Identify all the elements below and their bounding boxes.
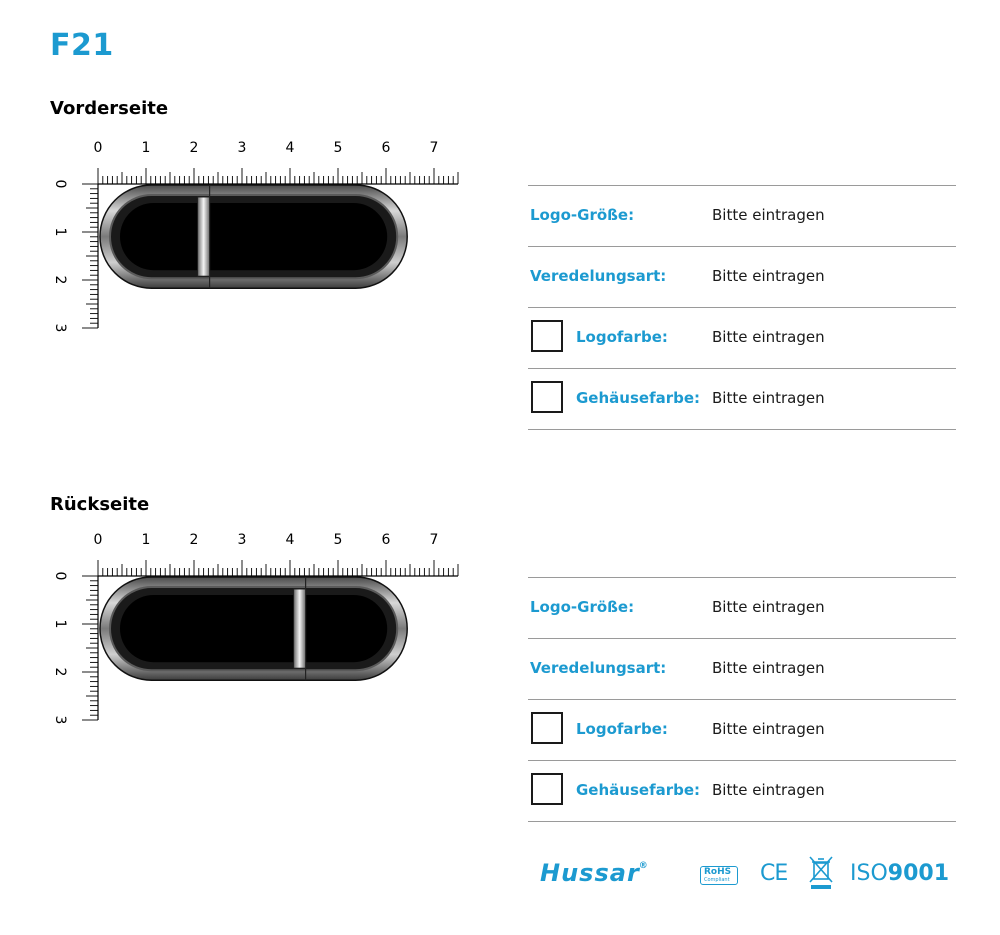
form-row-housing-color bbox=[528, 368, 956, 430]
form-row-finish-type bbox=[528, 638, 956, 699]
logo-size-value[interactable]: Bitte eintragen bbox=[712, 598, 825, 616]
ruler-x-tick-label: 2 bbox=[189, 140, 199, 156]
finish-type-value[interactable]: Bitte eintragen bbox=[712, 267, 825, 285]
housing-color-swatch[interactable] bbox=[531, 381, 563, 413]
ruler-x-tick-label: 1 bbox=[141, 532, 151, 548]
iso-number: 9001 bbox=[887, 861, 950, 886]
ruler-y-tick-label: 1 bbox=[52, 227, 68, 237]
form-row-logo-color bbox=[528, 307, 956, 368]
ruler-y-tick-label: 3 bbox=[52, 323, 68, 333]
iso-certification bbox=[850, 861, 949, 886]
rohs-label: RoHS bbox=[704, 867, 732, 877]
ruler-y-tick-label: 0 bbox=[52, 179, 68, 189]
form-front bbox=[528, 185, 956, 430]
finish-type-label: Veredelungsart: bbox=[530, 267, 667, 285]
footer-certifications bbox=[540, 855, 950, 895]
ruler-x-tick-label: 5 bbox=[333, 140, 343, 156]
finish-type-label: Veredelungsart: bbox=[530, 659, 667, 677]
ruler-diagram-back bbox=[48, 528, 463, 728]
ruler-x-tick-label: 6 bbox=[381, 140, 391, 156]
ruler-y-tick-label: 1 bbox=[52, 619, 68, 629]
section-heading-back: Rückseite bbox=[50, 494, 150, 515]
ruler-x-tick-label: 2 bbox=[189, 532, 199, 548]
page-title: F21 bbox=[50, 28, 114, 63]
logo-color-swatch[interactable] bbox=[531, 712, 563, 744]
ruler-x-tick-label: 7 bbox=[429, 532, 439, 548]
ruler-x-tick-label: 1 bbox=[141, 140, 151, 156]
housing-color-label: Gehäusefarbe: bbox=[576, 781, 701, 799]
form-row-housing-color bbox=[528, 760, 956, 822]
registered-mark: ® bbox=[638, 861, 649, 871]
form-row-logo-color bbox=[528, 699, 956, 760]
ruler-y-tick-label: 2 bbox=[52, 275, 68, 285]
form-row-finish-type bbox=[528, 246, 956, 307]
ruler-y-tick-label: 0 bbox=[52, 571, 68, 581]
logo-color-value[interactable]: Bitte eintragen bbox=[712, 720, 825, 738]
crossed-bin-icon bbox=[808, 855, 834, 891]
form-row-logo-size bbox=[528, 185, 956, 246]
logo-color-label: Logofarbe: bbox=[576, 328, 668, 346]
rohs-icon bbox=[700, 866, 738, 885]
product-face bbox=[120, 203, 387, 270]
ruler-x-tick-label: 6 bbox=[381, 532, 391, 548]
brand-name: Hussar bbox=[540, 859, 640, 887]
ruler-y-tick-label: 2 bbox=[52, 667, 68, 677]
iso-prefix: ISO bbox=[850, 861, 888, 886]
form-back bbox=[528, 577, 956, 822]
form-row-logo-size bbox=[528, 577, 956, 638]
ruler-x-tick-label: 0 bbox=[93, 532, 103, 548]
product-clip bbox=[198, 197, 210, 276]
ruler-x-tick-label: 4 bbox=[285, 140, 295, 156]
product-face bbox=[120, 595, 387, 662]
rohs-sub-label: Compliant bbox=[704, 877, 730, 883]
logo-color-swatch[interactable] bbox=[531, 320, 563, 352]
ruler-x-tick-label: 4 bbox=[285, 532, 295, 548]
hussar-logo bbox=[540, 859, 649, 887]
ruler-x-tick-label: 5 bbox=[333, 532, 343, 548]
ruler-x-tick-label: 3 bbox=[237, 532, 247, 548]
finish-type-value[interactable]: Bitte eintragen bbox=[712, 659, 825, 677]
logo-size-label: Logo-Größe: bbox=[530, 598, 635, 616]
ce-mark-icon: CE bbox=[760, 861, 788, 886]
housing-color-value[interactable]: Bitte eintragen bbox=[712, 389, 825, 407]
ruler-x-tick-label: 0 bbox=[93, 140, 103, 156]
ruler-x-tick-label: 3 bbox=[237, 140, 247, 156]
section-heading-front: Vorderseite bbox=[50, 98, 169, 119]
logo-size-label: Logo-Größe: bbox=[530, 206, 635, 224]
ruler-diagram-front bbox=[48, 136, 463, 336]
ruler-y-tick-label: 3 bbox=[52, 715, 68, 725]
housing-color-label: Gehäusefarbe: bbox=[576, 389, 701, 407]
logo-size-value[interactable]: Bitte eintragen bbox=[712, 206, 825, 224]
logo-color-value[interactable]: Bitte eintragen bbox=[712, 328, 825, 346]
housing-color-value[interactable]: Bitte eintragen bbox=[712, 781, 825, 799]
logo-color-label: Logofarbe: bbox=[576, 720, 668, 738]
product-clip bbox=[294, 589, 306, 668]
ruler-x-tick-label: 7 bbox=[429, 140, 439, 156]
housing-color-swatch[interactable] bbox=[531, 773, 563, 805]
